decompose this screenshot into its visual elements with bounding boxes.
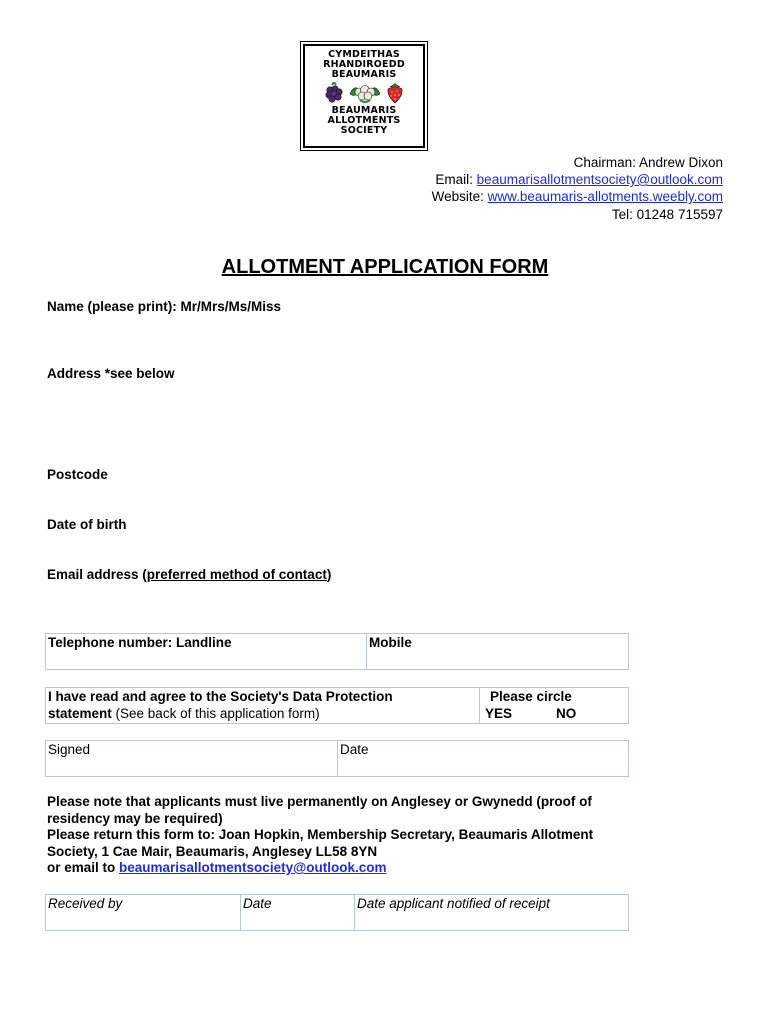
strawberry-icon bbox=[385, 82, 405, 104]
data-protection-statement bbox=[46, 688, 479, 723]
society-logo bbox=[303, 44, 425, 148]
data-protection-statement-word: statement bbox=[48, 705, 112, 721]
logo-english-line-3: SOCIETY bbox=[340, 125, 388, 136]
data-protection-note: (See back of this application form) bbox=[111, 705, 320, 721]
landline-label: Telephone number: Landline bbox=[48, 635, 232, 650]
name-label: Name (please print): Mr/Mrs/Ms/Miss bbox=[47, 299, 282, 314]
postcode-label: Postcode bbox=[47, 467, 108, 482]
office-use-box bbox=[45, 894, 629, 931]
consent-no-option[interactable]: NO bbox=[556, 705, 577, 721]
signed-label: Signed bbox=[48, 742, 91, 757]
date-notified-label: Date applicant notified of receipt bbox=[357, 896, 550, 911]
date-of-birth-label: Date of birth bbox=[47, 517, 127, 532]
cauliflower-icon bbox=[348, 82, 382, 104]
telephone-box bbox=[45, 633, 629, 670]
return-note-line-1: Please return this form to: Joan Hopkin, Membership Secretary, Beaumaris Allotment bbox=[47, 827, 594, 842]
consent-yes-option[interactable]: YES bbox=[485, 705, 513, 721]
signed-date-label: Date bbox=[340, 742, 369, 757]
logo-welsh-line-3: BEAUMARIS bbox=[331, 69, 397, 80]
received-date-label: Date bbox=[243, 896, 272, 911]
return-email-link[interactable]: beaumarisallotmentsociety@outlook.com bbox=[119, 860, 387, 875]
mobile-field[interactable] bbox=[366, 634, 628, 669]
email-prefix: Email: bbox=[435, 172, 477, 187]
logo-welsh-line-1: CYMDEITHAS bbox=[328, 49, 400, 60]
address-label: Address *see below bbox=[47, 366, 175, 381]
chairman-line: Chairman: Andrew Dixon bbox=[573, 155, 723, 170]
return-note-line-2: Society, 1 Cae Mair, Beaumaris, Anglesey LL58 8YN bbox=[47, 843, 378, 859]
blackberry-icon bbox=[323, 82, 345, 104]
website-line bbox=[432, 188, 723, 205]
email-address-label-a: Email address ( bbox=[47, 567, 147, 582]
mobile-label: Mobile bbox=[369, 635, 412, 650]
email-return-prefix: or email to bbox=[47, 860, 120, 875]
please-circle-label: Please circle bbox=[490, 689, 572, 704]
logo-english-line-1: BEAUMARIS bbox=[331, 105, 397, 116]
logo-fruit-row bbox=[305, 81, 423, 105]
preferred-contact-text: preferred method of contact bbox=[146, 567, 327, 582]
society-website-link[interactable]: www.beaumaris-allotments.weebly.com bbox=[487, 189, 723, 204]
email-address-label-c: ) bbox=[326, 567, 332, 582]
data-protection-line-1: I have read and agree to the Society's Data Protection bbox=[48, 689, 393, 704]
date-notified-field[interactable] bbox=[354, 895, 628, 930]
email-address-label bbox=[47, 567, 331, 582]
website-prefix: Website: bbox=[431, 189, 488, 204]
telephone-line: Tel: 01248 715597 bbox=[611, 207, 723, 222]
residency-note-line-1: Please note that applicants must live permanently on Anglesey or Gwynedd (proof of bbox=[47, 794, 592, 809]
notes-block bbox=[47, 794, 727, 877]
received-by-label: Received by bbox=[48, 896, 123, 911]
society-email-link[interactable]: beaumarisallotmentsociety@outlook.com bbox=[476, 172, 723, 187]
signature-box bbox=[45, 740, 629, 777]
data-protection-box bbox=[45, 687, 629, 724]
email-return-line bbox=[47, 860, 727, 877]
received-date-field[interactable] bbox=[240, 895, 354, 930]
residency-note-line-2: residency may be required) bbox=[47, 810, 223, 826]
consent-circle-cell bbox=[479, 688, 628, 723]
logo-english-line-2: ALLOTMENTS bbox=[327, 115, 401, 126]
received-by-field[interactable] bbox=[46, 895, 240, 930]
form-title: ALLOTMENT APPLICATION FORM bbox=[221, 256, 549, 278]
landline-field[interactable] bbox=[46, 634, 366, 669]
signed-date-field[interactable] bbox=[337, 741, 628, 776]
signed-field[interactable] bbox=[46, 741, 337, 776]
logo-welsh-line-2: RHANDIROEDD bbox=[323, 59, 405, 70]
email-line bbox=[435, 171, 723, 188]
